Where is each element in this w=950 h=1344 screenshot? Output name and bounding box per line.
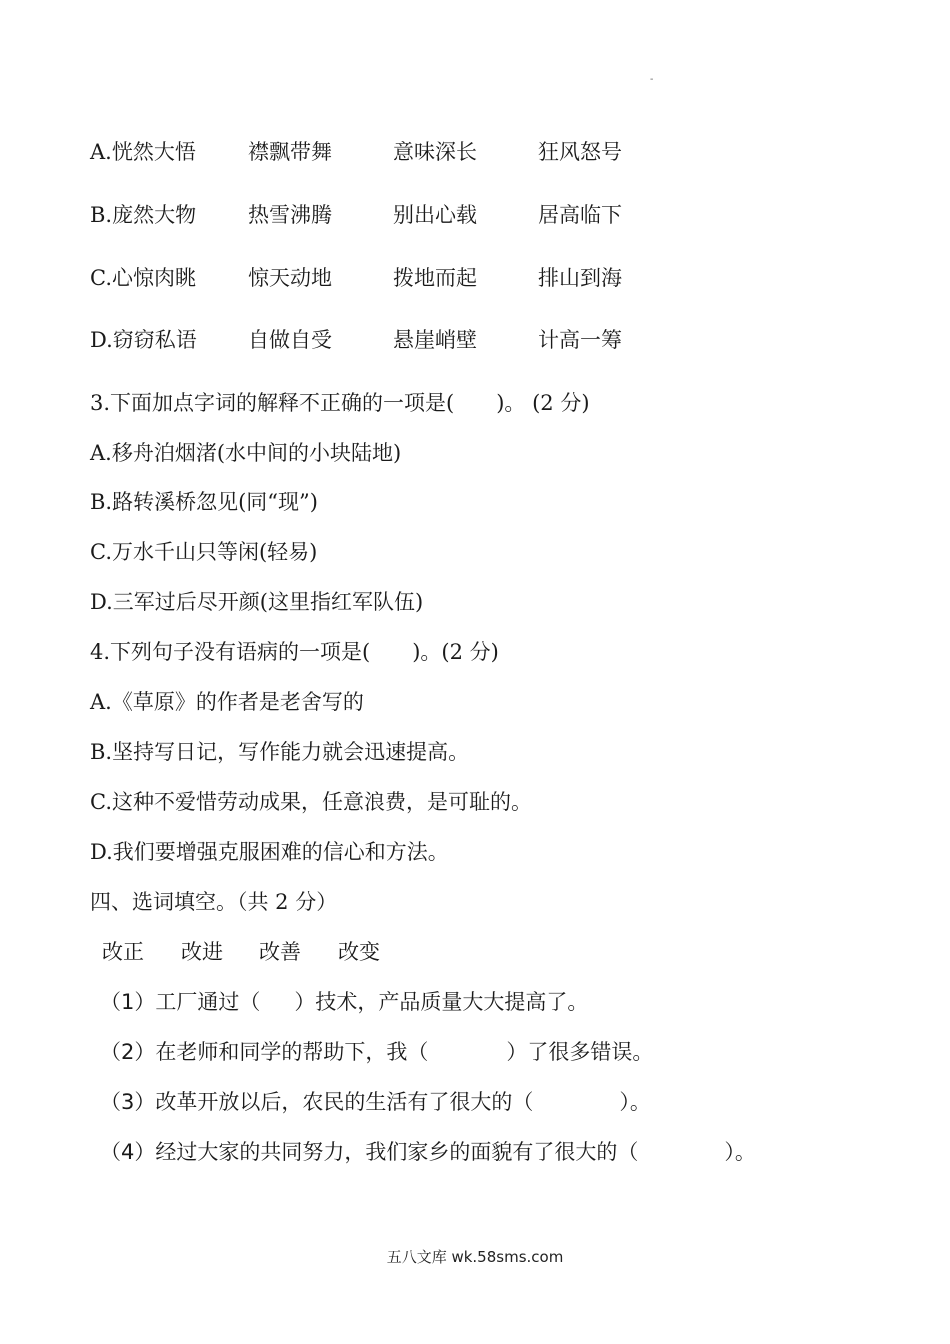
q2-option-d-word1: D.窃窃私语: [90, 328, 197, 352]
fill-item-2: [100, 1036, 653, 1066]
q3-stem: 3.下面加点字词的解释不正确的一项是( )。 (2 分): [90, 391, 590, 415]
q2-option-c-word2: 惊天动地: [248, 266, 332, 290]
footer-watermark: 五八文库 wk.58sms.com: [386, 1248, 564, 1266]
q2-option-b-word4: 居高临下: [538, 203, 622, 227]
q2-option-a-word2: 襟飘带舞: [248, 140, 332, 164]
q2-option-b-word2: 热雪沸腾: [248, 203, 332, 227]
q2-option-a-word3: 意味深长: [393, 140, 477, 164]
word-choice-2: 改进: [181, 940, 223, 964]
q3-option-c: C.万水千山只等闲(轻易): [90, 540, 318, 564]
fill-item-3-before: （3）改革开放以后，农民的生活有了很大的（: [100, 1090, 534, 1114]
fill-item-4-after: ）。: [724, 1140, 756, 1164]
q2-option-d-word4: 计高一筹: [538, 328, 622, 352]
q2-option-d-word3: 悬崖峭壁: [393, 328, 477, 352]
q4-option-a: A.《草原》的作者是老舍写的: [90, 690, 364, 714]
fill-item-2-after: ）了很多错误。: [506, 1040, 654, 1064]
word-choice-4: 改变: [338, 940, 380, 964]
q2-option-c-word1: C.心惊肉眺: [90, 266, 196, 290]
q2-option-a-word4: 狂风怒号: [538, 140, 622, 164]
q2-option-a-word1: A.恍然大悟: [90, 140, 196, 164]
q2-option-d-word2: 自做自受: [248, 328, 332, 352]
q3-option-d: D.三军过后尽开颜(这里指红军队伍): [90, 590, 424, 614]
q2-option-c-word4: 排山到海: [538, 266, 622, 290]
q4-option-c: C.这种不爱惜劳动成果，任意浪费，是可耻的。: [90, 790, 532, 814]
fill-item-3: [100, 1086, 651, 1116]
header-mark: -: [650, 74, 654, 85]
q3-option-a: A.移舟泊烟渚(水中间的小块陆地): [90, 441, 402, 465]
q4-option-d: D.我们要增强克服困难的信心和方法。: [90, 840, 449, 864]
q2-option-b-word3: 别出心载: [393, 203, 477, 227]
word-choice-1: 改正: [102, 940, 144, 964]
fill-item-3-after: ）。: [619, 1090, 651, 1114]
fill-item-1-after: ）技术，产品质量大大提高了。: [294, 990, 589, 1014]
fill-item-4-before: （4）经过大家的共同努力，我们家乡的面貌有了很大的（: [100, 1140, 639, 1164]
q2-option-c-word3: 拨地而起: [393, 266, 477, 290]
fill-item-2-before: （2）在老师和同学的帮助下，我（: [100, 1040, 429, 1064]
q4-option-b: B.坚持写日记，写作能力就会迅速提高。: [90, 740, 470, 764]
fill-item-4: [100, 1136, 756, 1166]
q3-option-b: B.路转溪桥忽见(同“现”): [90, 490, 318, 514]
fill-item-1: [100, 986, 588, 1016]
section4-title: 四、选词填空。（共 2 分）: [90, 890, 338, 914]
fill-item-1-before: （1）工厂通过（: [100, 990, 261, 1014]
word-choice-3: 改善: [259, 940, 301, 964]
q4-stem: 4.下列句子没有语病的一项是( )。(2 分): [90, 640, 499, 664]
q2-option-b-word1: B.庞然大物: [90, 203, 197, 227]
